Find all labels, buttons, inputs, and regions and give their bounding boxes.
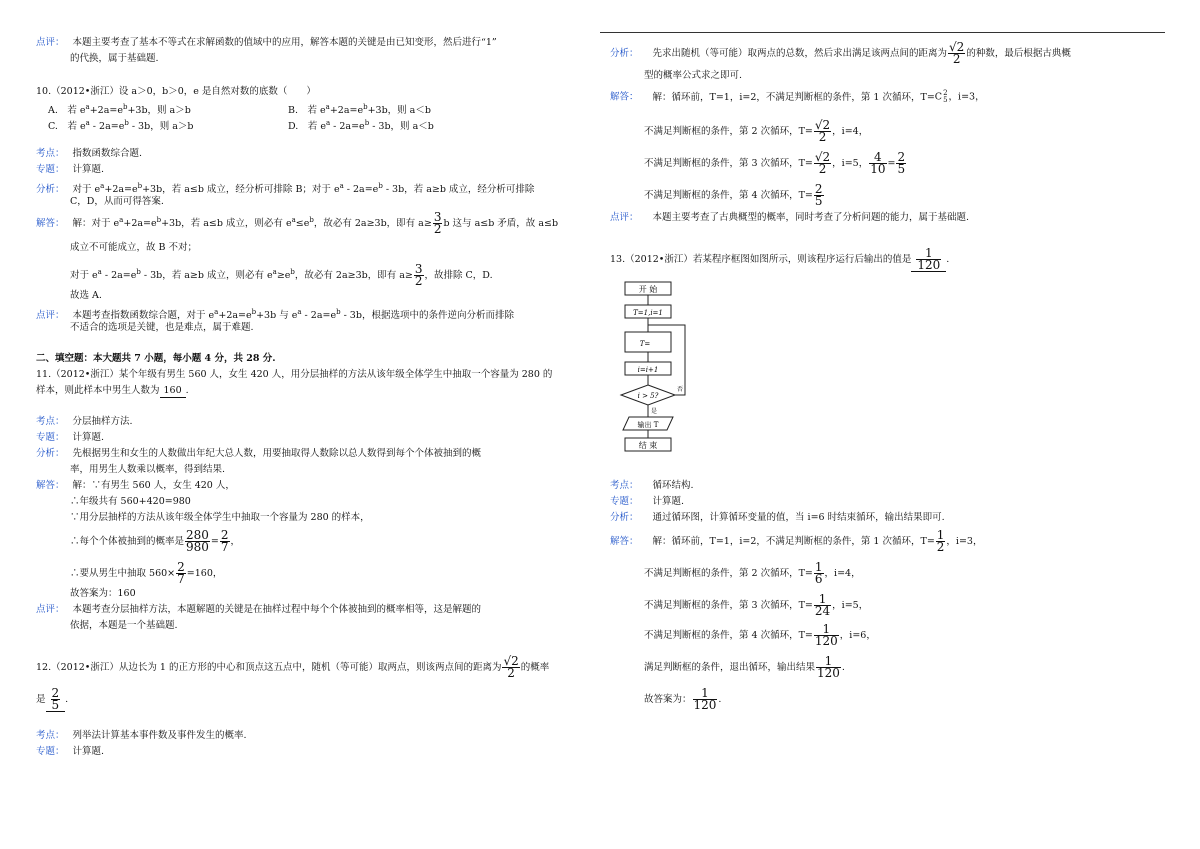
fraction-1-24: $\frac{1}{24}$ — [814, 592, 831, 618]
fraction-sqrt2-2: $\frac{√2}{2}$ — [814, 150, 831, 176]
q12-stem-line1: 12.（2012•浙江）从边长为 1 的正方形的中心和顶点这五点中，随机（等可能）取两点，则该两点间的距离为 $\frac{√2}{2}$ 的概率 — [36, 654, 550, 680]
q13-zhuanti: 专题： 计算题. — [610, 496, 685, 507]
fraction-sqrt2-2: $\frac{√2}{2}$ — [503, 654, 519, 680]
fc-no-label: 否 — [677, 386, 684, 393]
fraction-2-7: $\frac{2}{7}$ — [220, 528, 229, 554]
q10-zhuanti: 专题： 计算题. — [36, 164, 105, 175]
fraction-1-6: $\frac{1}{6}$ — [814, 560, 823, 586]
q10-fenxi-line2: C，D，从而可得答案. — [70, 196, 164, 207]
q10-jieda-line3: 对于 $e^a - 2a=e^b - 3b$，若 a≥b 成立，则必有 $e^a\ge e^b$，故必有 2a≥3b，即有 a≥ $\frac{3}{2}$ ，故排除 C，D. — [70, 262, 493, 288]
q11-jieda-line3: ∵用分层抽样的方法从该年级全体学生中抽取一个容量为 280 的样本， — [70, 512, 370, 523]
fc-init-label: T=1,i=1 — [633, 309, 663, 317]
combination-5-2: 2 5 — [943, 89, 948, 104]
fraction-2-5: $\frac{2}{5}$ — [897, 150, 906, 176]
q12-jieda-line4: 不满足判断框的条件，第 4 次循环，T= $\frac{2}{5}$ — [644, 182, 823, 208]
q11-jieda-line5: ∴要从男生中抽取 560× $\frac{2}{7}$ =160， — [70, 560, 223, 586]
fraction-1-120: $\frac{1}{120}$ — [917, 246, 941, 272]
fraction-sqrt2-2: $\frac{√2}{2}$ — [949, 40, 965, 66]
q13-stem: 13.（2012•浙江）若某程序框图如图所示，则该程序运行后输出的值是 $\frac{1}{120}$ . — [610, 246, 950, 272]
q10-jieda-line1: 解答： 解：对于 $e^a+2a=e^b+3b$，若 a≤b 成立，则必有 $e^a\le e^b$，故必有 2a≥3b，即有 a≥ $\frac{3}{2}$ b 这与 a≤b 矛盾，故 a≤b — [36, 210, 559, 236]
fc-output-label: 输出 T — [637, 421, 659, 429]
q13-kaodian: 考点： 循环结构. — [610, 480, 694, 491]
q13-jieda-line4: 不满足判断框的条件，第 4 次循环，T= $\frac{1}{120}$ ，i=6， — [644, 622, 876, 648]
fraction-2-5: $\frac{2}{5}$ — [51, 686, 60, 712]
fraction-1-120: $\frac{1}{120}$ — [817, 654, 840, 680]
q11-jieda-line1: 解答： 解：∵有男生 560 人，女生 420 人， — [36, 480, 235, 491]
q12-answer — [46, 688, 66, 712]
q11-dianping-line1: 点评： 本题考查分层抽样方法，本题解题的关键是在抽样过程中每个个体被抽到的概率相等，这是解题的 — [36, 604, 482, 615]
q13-jieda-line2: 不满足判断框的条件，第 2 次循环，T= $\frac{1}{6}$ ，i=4， — [644, 560, 861, 586]
q11-jieda-line2: ∴年级共有 560+420=980 — [70, 496, 191, 507]
program-flowchart — [615, 280, 695, 455]
q11-fenxi-line2: 率，用男生人数乘以概率，得到结果. — [70, 464, 226, 475]
header-rule — [600, 32, 1165, 33]
q13-jieda-line1: 解答： 解：循环前，T=1，i=2，不满足判断框的条件，第 1 次循环，T= $\frac{1}{2}$ ，i=3， — [610, 528, 983, 554]
fraction-sqrt2-2: $\frac{√2}{2}$ — [814, 118, 831, 144]
fraction-3-2: $\frac{3}{2}$ — [414, 262, 423, 288]
fraction-2-7: $\frac{2}{7}$ — [177, 560, 185, 586]
fc-calc-label: T= — [639, 340, 651, 348]
q10-option-b: B. 若 $e^a+2a=e^b+3b$，则 a＜b — [288, 103, 431, 116]
fc-start-label: 开 始 — [638, 285, 658, 294]
fc-inc-label: i=i+1 — [637, 366, 659, 374]
fc-end-label: 结 束 — [638, 441, 658, 450]
fc-yes-label: 是 — [651, 408, 658, 415]
q13-answer — [911, 248, 946, 272]
q12-fenxi-line2: 型的概率公式求之即可. — [644, 70, 743, 81]
fc-loop-back-line — [648, 325, 685, 395]
q10-dianping-line2: 不适合的选项是关键，也是难点，属于难题. — [70, 322, 254, 333]
q12-jieda-line3: 不满足判断框的条件，第 3 次循环，T= $\frac{√2}{2}$ ，i=5， $\frac{4}{10}$ = $\frac{2}{5}$ — [644, 150, 906, 176]
fraction-1-120: $\frac{1}{120}$ — [693, 686, 717, 712]
q10-kaodian: 考点： 指数函数综合题. — [36, 148, 143, 159]
fraction-280-980: $\frac{280}{980}$ — [186, 528, 209, 554]
q11-zhuanti: 专题： 计算题. — [36, 432, 105, 443]
fraction-3-2: $\frac{3}{2}$ — [433, 210, 442, 236]
q12-kaodian: 考点： 列举法计算基本事件数及事件发生的概率. — [36, 730, 247, 741]
q9-comment-line1: 点评： 本题主要考查了基本不等式在求解函数的值域中的应用，解答本题的关键是由已知变形，然后进行“1” — [36, 37, 497, 48]
q10-fenxi-line1: 分析： 对于 $e^a+2a=e^b+3b$，若 a≤b 成立，经分析可排除 B；对于 $e^a - 2a=e^b - 3b$，若 a≥b 成立，经分析可排除 — [36, 182, 535, 195]
q10-jieda-line4: 故选 A. — [70, 290, 102, 301]
q10-dianping-line1: 点评： 本题考查指数函数综合题，对于 $e^a+2a=e^b+3b$ 与 $e^a - 2a=e^b - 3b$，根据选项中的条件逆向分析而排除 — [36, 308, 514, 321]
q10-option-a: A. 若 $e^a+2a=e^b+3b$，则 a＞b — [48, 103, 191, 116]
q11-answer: 160 — [160, 385, 186, 398]
q10-option-c: C. 若 $e^a - 2a=e^b - 3b$，则 a＞b — [48, 119, 194, 132]
fraction-2-5: $\frac{2}{5}$ — [814, 182, 823, 208]
q11-kaodian: 考点： 分层抽样方法. — [36, 416, 133, 427]
q10-stem: 10.（2012•浙江）设 a＞0，b＞0，e 是自然对数的底数（ ） — [36, 86, 316, 97]
q13-fenxi: 分析： 通过循环图，计算循环变量的值，当 i=6 时结束循环，输出结果即可. — [610, 512, 945, 523]
fraction-4-10: $\frac{4}{10}$ — [870, 150, 886, 176]
q12-jieda-line1: 解答： 解：循环前，T=1，i=2，不满足判断框的条件，第 1 次循环，T=C 2 5 ，i=3， — [610, 89, 985, 104]
q10-jieda-line2: 成立不可能成立，故 B 不对； — [70, 242, 198, 253]
q12-dianping: 点评： 本题主要考查了古典概型的概率，同时考查了分析问题的能力，属于基础题. — [610, 212, 970, 223]
q12-zhuanti: 专题： 计算题. — [36, 746, 105, 757]
fraction-1-2: $\frac{1}{2}$ — [936, 528, 945, 554]
q12-fenxi-line1: 分析： 先求出随机（等可能）取两点的总数，然后求出满足该两点间的距离为 $\frac{√2}{2}$ 的种数，最后根据古典概 — [610, 40, 1071, 66]
q9-comment-line2: 的代换，属于基础题. — [70, 53, 159, 64]
q11-fenxi-line1: 分析： 先根据男生和女生的人数做出年纪大总人数，用要抽取得人数除以总人数得到每个个体被抽到的概 — [36, 448, 482, 459]
fraction-1-120: $\frac{1}{120}$ — [814, 622, 838, 648]
q13-jieda-line5: 满足判断框的条件，退出循环，输出结果 $\frac{1}{120}$ . — [644, 654, 845, 680]
q12-stem-line2: 是 $\frac{2}{5}$ . — [36, 686, 69, 712]
q12-jieda-line2: 不满足判断框的条件，第 2 次循环，T= $\frac{√2}{2}$ ，i=4， — [644, 118, 869, 144]
q13-jieda-line3: 不满足判断框的条件，第 3 次循环，T= $\frac{1}{24}$ ，i=5， — [644, 592, 869, 618]
q11-stem-line2: 样本，则此样本中男生人数为 160 . — [36, 385, 189, 396]
q10-option-d: D. 若 $e^a - 2a=e^b - 3b$，则 a＜b — [288, 119, 434, 132]
q11-stem-line1: 11.（2012•浙江）某个年级有男生 560 人，女生 420 人，用分层抽样的方法从该年级全体学生中抽取一个容量为 280 的 — [36, 369, 553, 380]
section-heading: 二、填空题：本大题共 7 小题，每小题 4 分，共 28 分. — [36, 353, 276, 364]
q11-jieda-line4: ∴每个个体被抽到的概率是 $\frac{280}{980}$ = $\frac{2}{7}$ ， — [70, 528, 241, 554]
q11-jieda-line6: 故答案为：160 — [70, 588, 136, 599]
q13-jieda-line6: 故答案为： $\frac{1}{120}$ . — [644, 686, 722, 712]
q11-dianping-line2: 依据，本题是一个基础题. — [70, 620, 178, 631]
fc-condition-label: i > 5? — [637, 392, 659, 400]
